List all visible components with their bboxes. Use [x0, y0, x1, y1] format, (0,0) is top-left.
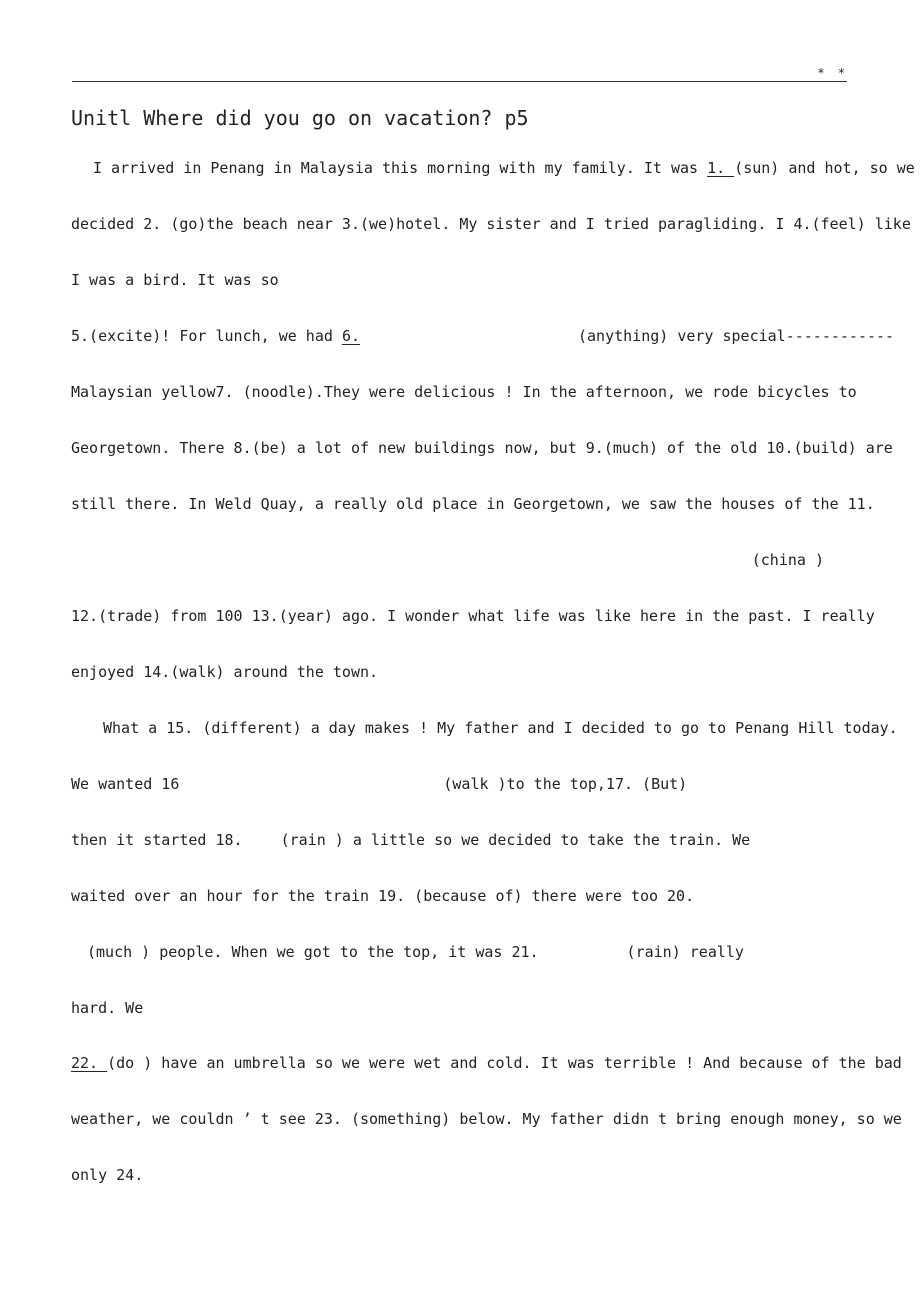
blank-6: 6. [341, 327, 360, 345]
text-line-3: I was a bird. It was so [71, 271, 279, 289]
text-line-16: hard. We [71, 999, 144, 1017]
header-rule [72, 81, 847, 82]
text-segment: We wanted 16 [71, 775, 180, 793]
text-line-7: still there. In Weld Quay, a really old place in Georgetown, we saw the houses of the 11. [71, 495, 875, 513]
text-segment: then it started 18. [71, 831, 243, 849]
text-segment: (do ) have an umbrella so we were wet and cold. It was terrible ! And because of the bad [107, 1054, 902, 1072]
header-mark: * * [817, 66, 848, 80]
text-segment: I arrived in Penang in Malaysia this morning with my family. It was [93, 159, 708, 177]
text-line-11: What a 15. (different) a day makes ! My father and I decided to go to Penang Hill today. [103, 719, 898, 737]
text-line-8: (china ) [751, 551, 824, 569]
text-segment: (much ) people. When we got to the top, it was 21. [87, 943, 539, 961]
text-line-15 [87, 942, 744, 962]
text-segment: (rain ) a little so we decided to take the train. We [280, 831, 751, 849]
text-line-17 [71, 1053, 902, 1073]
text-line-2: decided 2. (go)the beach near 3.(we)hotel. My sister and I tried paragliding. I 4.(feel) like [71, 215, 911, 233]
text-line-1 [93, 158, 915, 178]
text-line-9: 12.(trade) from 100 13.(year) ago. I wonder what life was like here in the past. I really [71, 607, 875, 625]
text-segment: (walk )to the top,17. (But) [443, 775, 688, 793]
text-line-10: enjoyed 14.(walk) around the town. [71, 663, 379, 681]
text-line-4 [71, 326, 894, 346]
text-line-6: Georgetown. There 8.(be) a lot of new buildings now, but 9.(much) of the old 10.(build) are [71, 439, 893, 457]
text-line-18: weather, we couldn ’ t see 23. (something) below. My father didn t bring enough money, so we [71, 1110, 902, 1128]
blank-22: 22. [71, 1054, 108, 1072]
text-line-19: only 24. [71, 1166, 144, 1184]
text-segment: 5.(excite)! For lunch, we had [71, 327, 342, 345]
text-segment: (anything) very special------------ [578, 327, 895, 345]
blank-1: 1. [707, 159, 735, 177]
text-line-13 [71, 830, 750, 850]
text-line-12 [71, 774, 687, 794]
text-line-14: waited over an hour for the train 19. (because of) there were too 20. [71, 887, 695, 905]
text-segment: (sun) and hot, so we [734, 159, 915, 177]
page-title: Unitl Where did you go on vacation? p5 [71, 106, 529, 130]
text-segment: (rain) really [626, 943, 744, 961]
text-line-5: Malaysian yellow7. (noodle).They were delicious ! In the afternoon, we rode bicycles to [71, 383, 857, 401]
